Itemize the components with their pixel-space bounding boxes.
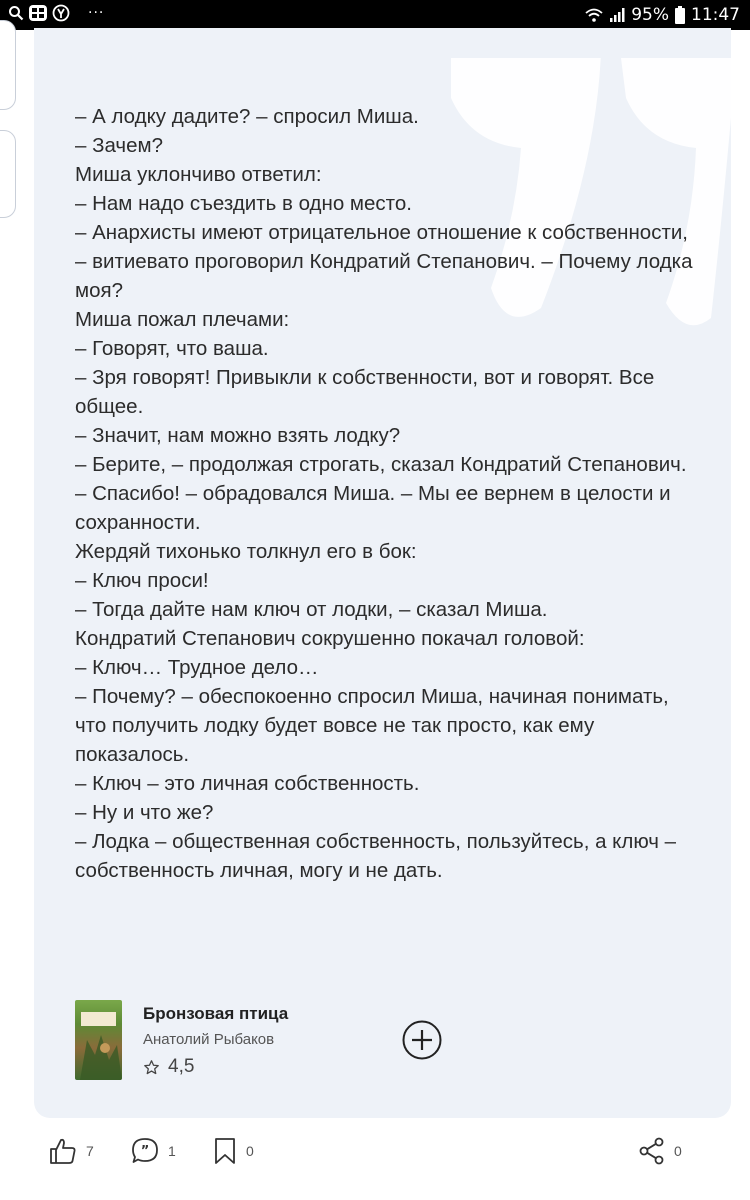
comment-button[interactable] <box>130 1136 176 1166</box>
quote-card <box>34 28 731 1118</box>
action-bar <box>0 1130 750 1176</box>
quote-line: – Почему? – обеспокоенно спросил Миша, начиная понимать, что получить лодку будет вовсе не так просто, как ему показалось. <box>75 685 669 766</box>
quote-line: – Ключ – это личная собственность. <box>75 772 420 795</box>
like-count: 7 <box>86 1143 94 1159</box>
quote-line: – Зачем? <box>75 134 164 157</box>
svg-text:”: ” <box>140 1144 150 1159</box>
app-grid-icon <box>28 4 48 22</box>
wifi-icon <box>585 7 603 23</box>
battery-percent: 95% <box>631 5 669 25</box>
quote-line: – Ключ… Трудное дело… <box>75 656 319 679</box>
quote-line: – Значит, нам можно взять лодку? <box>75 424 401 447</box>
quote-line: – Тогда дайте нам ключ от лодки, – сказал Миша. <box>75 598 548 621</box>
thumbs-up-icon <box>48 1136 78 1166</box>
quote-line: – А лодку дадите? – спросил Миша. <box>75 105 419 128</box>
star-icon <box>143 1059 160 1076</box>
share-count: 0 <box>674 1143 682 1159</box>
bookmark-icon <box>212 1136 238 1166</box>
signal-icon <box>609 7 625 23</box>
yandex-icon <box>52 4 70 22</box>
battery-icon <box>675 6 685 24</box>
quote-line: – Ключ проси! <box>75 569 209 592</box>
book-info[interactable] <box>75 1000 475 1082</box>
add-book-button[interactable] <box>402 1020 442 1060</box>
quote-line: Кондратий Степанович сокрушенно покачал головой: <box>75 627 585 650</box>
quote-text <box>75 102 695 885</box>
quote-line: Жердяй тихонько толкнул его в бок: <box>75 540 417 563</box>
comment-count: 1 <box>168 1143 176 1159</box>
bookmark-count: 0 <box>246 1143 254 1159</box>
book-author[interactable]: Анатолий Рыбаков <box>143 1031 275 1048</box>
book-title[interactable]: Бронзовая птица <box>143 1004 289 1023</box>
status-bar <box>0 0 750 30</box>
status-icons-left <box>8 4 104 22</box>
quote-line: – Нам надо съездить в одно место. <box>75 192 412 215</box>
status-icons-right <box>585 5 740 25</box>
quote-line: – Ну и что же? <box>75 801 214 824</box>
quote-line: Миша пожал плечами: <box>75 308 290 331</box>
share-icon <box>638 1136 666 1166</box>
more-notifications: ··· <box>88 5 105 21</box>
search-icon <box>8 5 24 21</box>
book-rating <box>143 1056 194 1078</box>
quote-line: – Спасибо! – обрадовался Миша. – Мы ее вернем в целости и сохранности. <box>75 482 671 534</box>
quote-line: – Зря говорят! Привыкли к собственности, вот и говорят. Все общее. <box>75 366 655 418</box>
quote-line: – Берите, – продолжая строгать, сказал Кондратий Степанович. <box>75 453 687 476</box>
quote-bubble-icon <box>130 1136 160 1166</box>
like-button[interactable] <box>48 1136 94 1166</box>
rating-value: 4,5 <box>168 1056 195 1077</box>
quote-line: Миша уклончиво ответил: <box>75 163 322 186</box>
bookmark-button[interactable] <box>212 1136 254 1166</box>
clock: 11:47 <box>691 5 740 25</box>
quote-line: – Лодка – общественная собственность, пользуйтесь, а ключ – собственность личная, могу и не дать. <box>75 830 677 882</box>
book-cover[interactable] <box>75 1000 122 1080</box>
previous-card-edge[interactable] <box>0 130 16 218</box>
quote-line: – Говорят, что ваша. <box>75 337 269 360</box>
previous-card-edge[interactable] <box>0 20 16 110</box>
quote-line: – Анархисты имеют отрицательное отношение к собственности, – витиевато проговорил Кондратий Степанович. – Почему лодка моя? <box>75 221 693 302</box>
share-button[interactable] <box>638 1136 682 1166</box>
